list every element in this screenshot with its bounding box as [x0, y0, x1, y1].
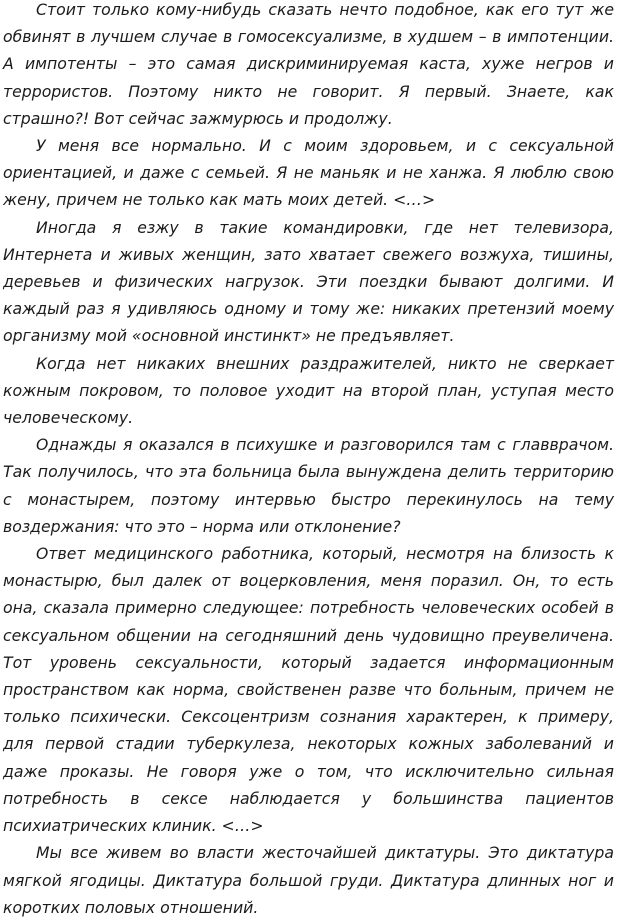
paragraph-1: Стоит только кому-нибудь сказать нечто подобное, как его тут же обвинят в лучшем случае в гомосексуализме, в худшем – в импотенции. А импотенты – это самая дискриминируемая каста, хуже негров и террористов. Поэтому никто не говорит. Я первый. Знаете, как страшно?! Вот сейчас зажмурюсь и продолжу.	[3, 0, 614, 128]
paragraph-2: У меня все нормально. И с моим здоровьем, и с сексуальной ориентацией, и даже с семьей. Я не маньяк и не ханжа. Я люблю свою жену, причем не только как мать моих детей. <…>	[3, 136, 614, 210]
paragraph-4: Когда нет никаких внешних раздражителей, никто не сверкает кожным покровом, то половое уходит на второй план, уступая место человеческому.	[3, 353, 614, 428]
paragraph-3: Иногда я езжу в такие командировки, где нет телевизора, Интернета и живых женщин, зато хватает свежего возжуха, тишины, деревьев и физических нагрузок. Эти поездки бывают долгими. И каждый раз я удивляюсь одному и тому же: никаких претензий моему организму мой «основной инстинкт» не предъявляет.	[3, 217, 614, 346]
paragraph-5: Однажды я оказался в психушке и разговорился там с главврачом. Так получилось, что эта больница была вынуждена делить территорию с монастырем, поэтому интервью быстро перекинулось на тему воздержания: что это – норма или отклонение?	[3, 435, 614, 536]
paragraph-7: Мы все живем во власти жесточайшей диктатуры. Это диктатура мягкой ягодицы. Диктатура большой груди. Диктатура длинных ног и коротких половых отношений.	[3, 843, 614, 917]
paragraph-6: Ответ медицинского работника, который, несмотря на близость к монастырю, был далек от воцерковления, меня поразил. Он, то есть она, сказала примерно следующее: потребность человеческих особей в сексуальном общении на сегодняшний день чудовищно преувеличена. Тот уровень сексуальности, который задается информационным пространством как норма, свойственен разве что больным, причем не только психически. Сексоцентризм сознания характерен, к примеру, для первой стадии туберкулеза, некоторых кожных заболеваний и даже проказы. Не говоря уже о том, что исключительно сильная потребность в сексе наблюдается у большинства пациентов психиатрических клиник. <…>	[3, 544, 614, 836]
